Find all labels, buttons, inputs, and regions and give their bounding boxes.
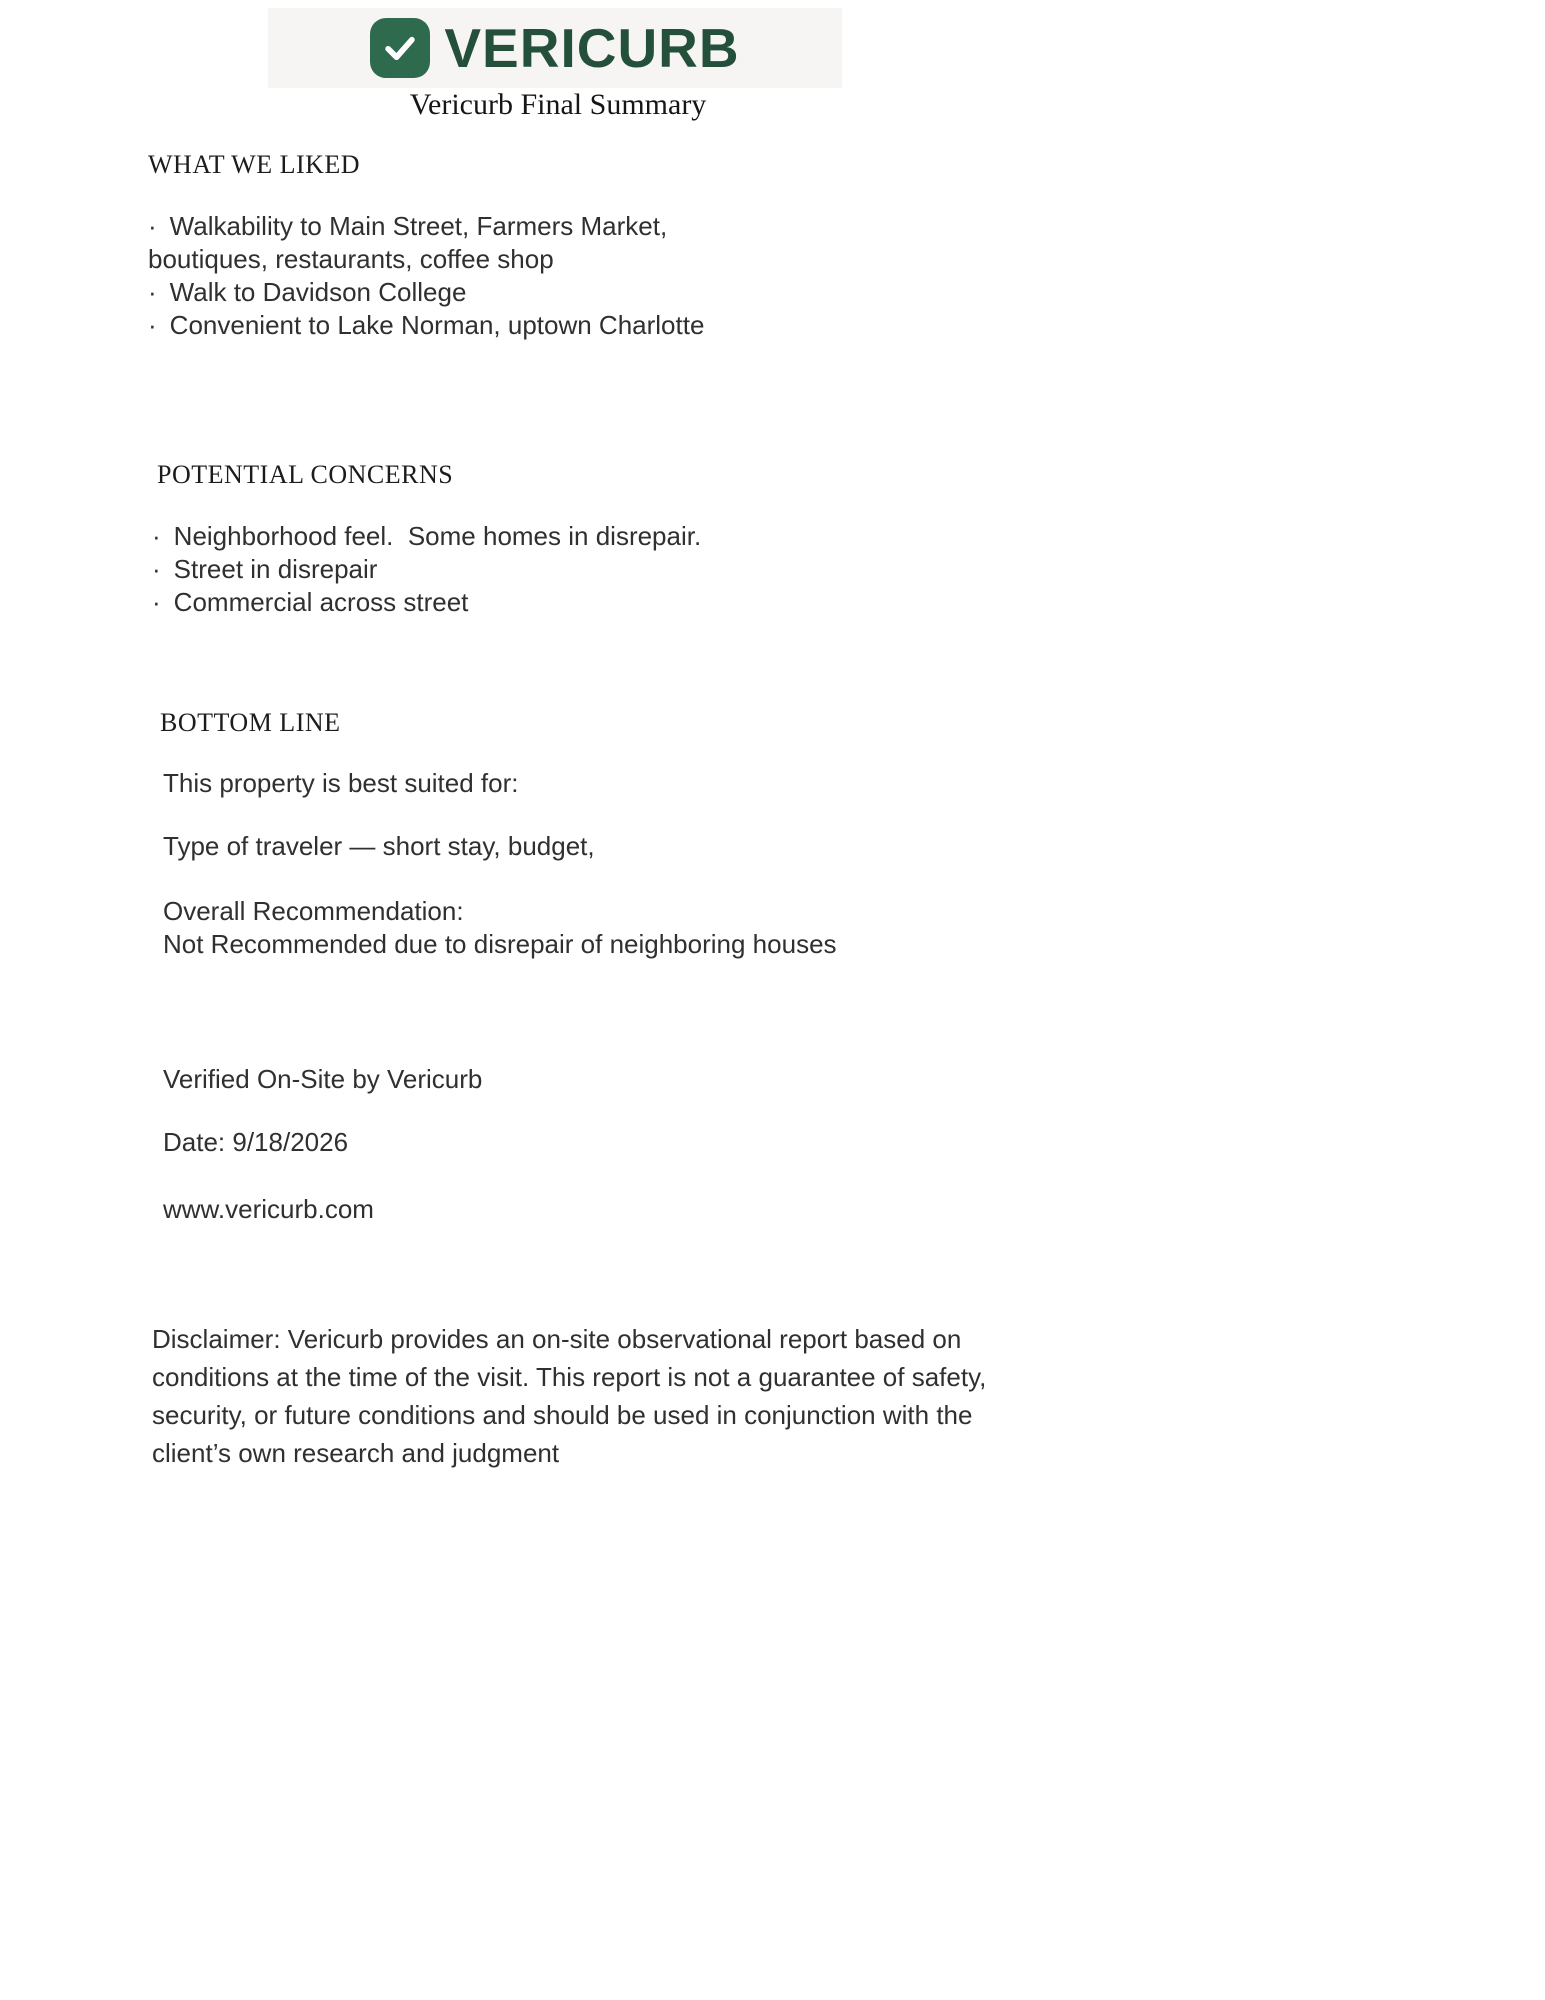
- date-line: Date: 9/18/2026: [163, 1127, 349, 1157]
- logo-band: [268, 8, 842, 88]
- heading-bottom-line: BOTTOM LINE: [160, 708, 341, 737]
- bottom-line-traveler: Type of traveler — short stay, budget,: [163, 831, 595, 861]
- heading-potential-concerns: POTENTIAL CONCERNS: [157, 460, 454, 489]
- vericurb-logo: [370, 18, 739, 78]
- list-item: · Walk to Davidson College: [148, 276, 748, 309]
- list-item: · Walkability to Main Street, Farmers Market, boutiques, restaurants, coffee shop: [148, 210, 748, 276]
- verified-on-site-line: Verified On-Site by Vericurb: [163, 1064, 483, 1094]
- bottom-line-suited: This property is best suited for:: [163, 768, 519, 798]
- overall-recommendation-label: Overall Recommendation:: [163, 896, 464, 926]
- list-item: · Commercial across street: [152, 586, 852, 619]
- heading-what-we-liked: WHAT WE LIKED: [148, 150, 361, 179]
- check-icon: [370, 18, 430, 78]
- list-item: · Convenient to Lake Norman, uptown Charlotte: [148, 309, 748, 342]
- list-item: · Street in disrepair: [152, 553, 852, 586]
- list-item: · Neighborhood feel. Some homes in disrepair.: [152, 520, 852, 553]
- disclaimer-text: Disclaimer: Vericurb provides an on-site observational report based on conditions at the time of the visit. This report is not a guarantee of safety, security, or future conditions and should be used in conjunction with the client’s own research and judgment: [152, 1324, 987, 1468]
- brand-wordmark: VERICURB: [444, 16, 740, 79]
- concerns-list: [152, 520, 852, 619]
- page-title: Vericurb Final Summary: [409, 88, 707, 121]
- overall-recommendation-value: Not Recommended due to disrepair of neighboring houses: [163, 929, 837, 959]
- website-url: www.vericurb.com: [163, 1194, 374, 1224]
- liked-list: [148, 210, 748, 342]
